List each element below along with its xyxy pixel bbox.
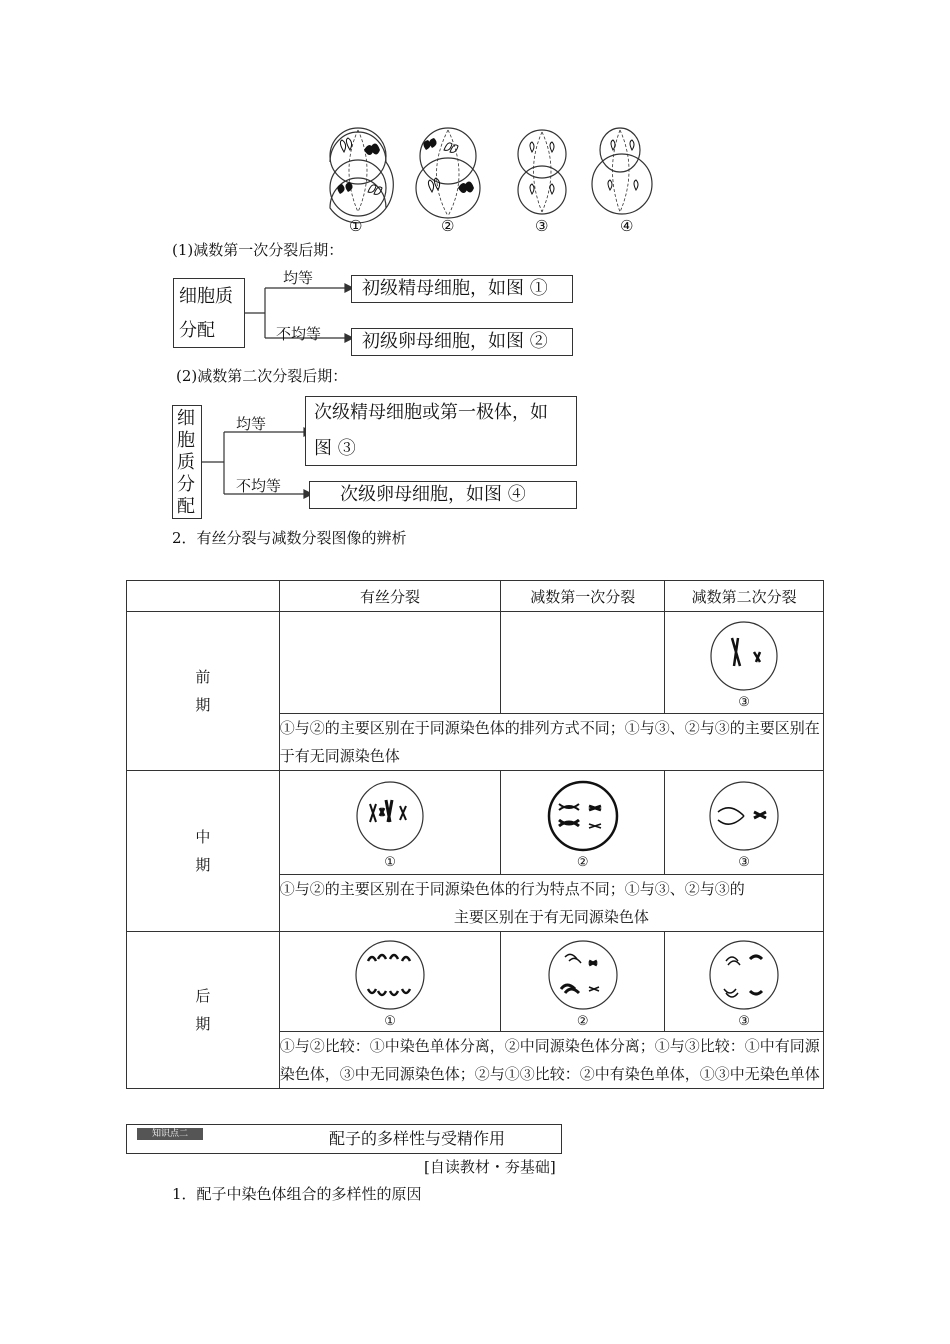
section2-left-box: 细 胞 质 分 配: [172, 405, 202, 519]
knowledge-point-title: 配子的多样性与受精作用: [329, 1129, 506, 1148]
cell-division-figure: [320, 120, 670, 235]
heading-3: 1．配子中染色体组合的多样性的原因: [172, 1185, 422, 1203]
header-meiosis-1: 减数第一次分裂: [501, 581, 665, 612]
cell-diagram: [704, 776, 784, 856]
stage-anaphase: 后 期: [127, 932, 280, 1089]
anaphase-note: ①与②比较：①中染色单体分离，②中同源染色体分离；①与③比较：①中有同源染色体，③中无同源染色体；②与①③比较：②中有染色单体，①③中无染色单体: [279, 1032, 823, 1089]
figure-label-1: ①: [349, 217, 363, 235]
table-header-row: [127, 581, 824, 612]
table-row: [127, 771, 824, 875]
prophase-meiosis2-figure: ③: [665, 612, 824, 714]
header-mitosis: 有丝分裂: [279, 581, 501, 612]
anaphase-meiosis2-figure: ③: [665, 932, 824, 1032]
heading-2: 2．有丝分裂与减数分裂图像的辨析: [172, 529, 407, 547]
metaphase-mitosis-figure: ①: [279, 771, 501, 875]
anaphase-mitosis-figure: ①: [279, 932, 501, 1032]
section1-branch-equal: 均等: [283, 269, 314, 287]
section2-heading: (2)减数第二次分裂后期：: [176, 367, 348, 385]
metaphase-note: ①与②的主要区别在于同源染色体的行为特点不同；①与③、②与③的 主要区别在于有无同源染色体: [279, 875, 823, 932]
section2-result-unequal: 次级卵母细胞，如图 ④: [309, 481, 577, 509]
section1-heading: (1)减数第一次分裂后期：: [172, 241, 344, 259]
stage-prophase: 前 期: [127, 612, 280, 771]
section1-branch-unequal: 不均等: [276, 325, 322, 343]
knowledge-point-badge: 知识点二: [137, 1128, 203, 1140]
prophase-mitosis-figure: [279, 612, 501, 714]
stage-metaphase: 中 期: [127, 771, 280, 932]
figure-label-4: ④: [620, 217, 634, 235]
knowledge-point-banner: [126, 1124, 562, 1154]
cell-diagram: [704, 616, 784, 696]
figure-label-2: ②: [441, 217, 455, 235]
section2-branch-equal: 均等: [236, 415, 267, 433]
cell-diagram: [543, 776, 623, 856]
section2-result-equal: 次级精母细胞或第一极体，如 图 ③: [305, 396, 577, 466]
section1-left-box: [173, 278, 245, 348]
section1-left-line2: 分配: [179, 320, 215, 341]
table-row: [127, 932, 824, 1032]
header-meiosis-2: 减数第二次分裂: [665, 581, 824, 612]
prophase-meiosis1-figure: [501, 612, 665, 714]
section2-branch-unequal: 不均等: [236, 477, 282, 495]
metaphase-meiosis2-figure: ③: [665, 771, 824, 875]
cell-diagram: [350, 776, 430, 856]
section1-result-equal: 初级精母细胞，如图 ①: [351, 275, 573, 303]
cell-diagram: [704, 935, 784, 1015]
cell-diagram: [543, 935, 623, 1015]
metaphase-meiosis1-figure: ②: [501, 771, 665, 875]
section1-result-unequal: 初级卵母细胞，如图 ②: [351, 328, 573, 356]
cell-diagram: [350, 935, 430, 1015]
figure-label-3: ③: [535, 217, 549, 235]
prophase-note: ①与②的主要区别在于同源染色体的排列方式不同；①与③、②与③的主要区别在于有无同源染色体: [279, 714, 823, 771]
table-row: [127, 612, 824, 714]
section1-left-line1: 细胞质: [179, 286, 233, 307]
knowledge-point-subtitle: [自读教材・夯基础]: [424, 1158, 556, 1176]
anaphase-meiosis1-figure: ②: [501, 932, 665, 1032]
comparison-table: [126, 580, 824, 1089]
